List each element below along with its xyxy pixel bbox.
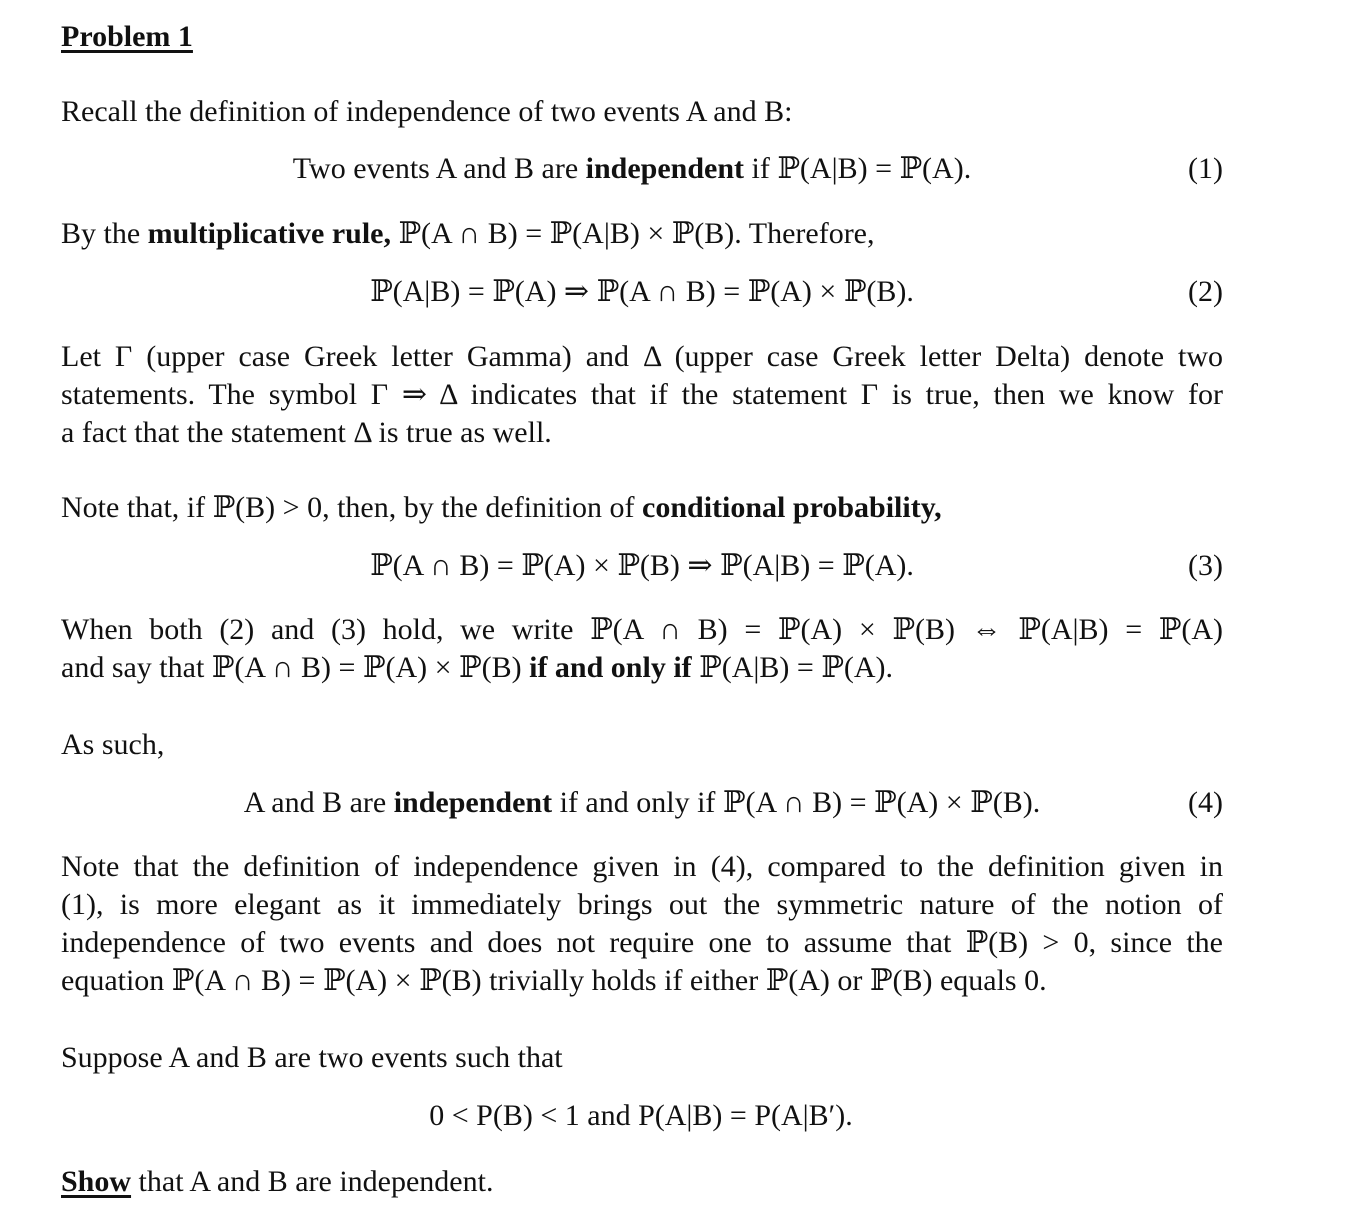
iff-paragraph-line-2	[61, 649, 1223, 687]
equation-4-pre: A and B are	[243, 786, 394, 819]
p2-bold: multiplicative rule,	[147, 217, 391, 250]
elegance-line-2: (1), is more elegant as it immediately brings out the symmetric nature of the notion of	[61, 888, 1223, 921]
p5-line2-pre: and say that ℙ(A ∩ B) = ℙ(A) × ℙ(B)	[61, 651, 530, 684]
gamma-delta-line-1: Let Γ (upper case Greek letter Gamma) and Δ (upper case Greek letter Delta) denote two	[61, 340, 1223, 373]
equation-2-number: (2)	[1188, 275, 1223, 308]
equation-5: 0 < P(B) < 1 and P(A|B) = P(A|B′).	[429, 1099, 853, 1132]
equation-4-bold: independent	[393, 786, 553, 819]
equation-1	[0, 150, 1313, 188]
p2-post: ℙ(A ∩ B) = ℙ(A|B) × ℙ(B). Therefore,	[390, 217, 875, 250]
equation-1-number: (1)	[1188, 152, 1223, 185]
show-keyword: Show	[61, 1165, 132, 1198]
elegance-line-4: equation ℙ(A ∩ B) = ℙ(A) × ℙ(B) trivially holds if either ℙ(A) or ℙ(B) equals 0.	[61, 964, 1047, 997]
equation-2: ℙ(A|B) = ℙ(A) ⇒ ℙ(A ∩ B) = ℙ(A) × ℙ(B).	[370, 275, 914, 308]
equation-3: ℙ(A ∩ B) = ℙ(A) × ℙ(B) ⇒ ℙ(A|B) = ℙ(A).	[370, 549, 914, 582]
elegance-line-3: independence of two events and does not require one to assume that ℙ(B) > 0, since the	[61, 926, 1223, 959]
as-such-text: As such,	[61, 728, 165, 761]
p5-line2-bold: if and only if	[529, 651, 692, 684]
p4-pre: Note that, if ℙ(B) > 0, then, by the definition of	[61, 491, 643, 524]
p2-pre: By the	[61, 217, 148, 250]
conditional-probability-paragraph	[61, 489, 1223, 527]
equation-4	[0, 784, 1323, 822]
show-instruction	[61, 1163, 1223, 1201]
multiplicative-rule-paragraph	[61, 215, 1223, 253]
equation-4-number: (4)	[1188, 786, 1223, 819]
p4-bold: conditional probability,	[642, 491, 942, 524]
problem-title: Problem 1	[61, 20, 193, 53]
iff-paragraph-line-1: When both (2) and (3) hold, we write ℙ(A ∩ B) = ℙ(A) × ℙ(B) ⇔ ℙ(A|B) = ℙ(A)	[61, 613, 1223, 646]
gamma-delta-line-3: a fact that the statement Δ is true as well.	[61, 416, 552, 449]
p5-line2-post: ℙ(A|B) = ℙ(A).	[691, 651, 893, 684]
equation-1-bold: independent	[585, 152, 745, 185]
gamma-delta-line-2: statements. The symbol Γ ⇒ Δ indicates that if the statement Γ is true, then we know for	[61, 378, 1223, 411]
equation-3-number: (3)	[1188, 549, 1223, 582]
suppose-text: Suppose A and B are two events such that	[61, 1041, 563, 1074]
elegance-line-1: Note that the definition of independence given in (4), compared to the definition given in	[61, 850, 1223, 883]
show-rest: that A and B are independent.	[131, 1165, 494, 1198]
intro-paragraph: Recall the definition of independence of two events A and B:	[61, 95, 793, 128]
equation-1-post: if ℙ(A|B) = ℙ(A).	[744, 152, 972, 185]
equation-4-post: if and only if ℙ(A ∩ B) = ℙ(A) × ℙ(B).	[552, 786, 1041, 819]
equation-1-pre: Two events A and B are	[292, 152, 586, 185]
